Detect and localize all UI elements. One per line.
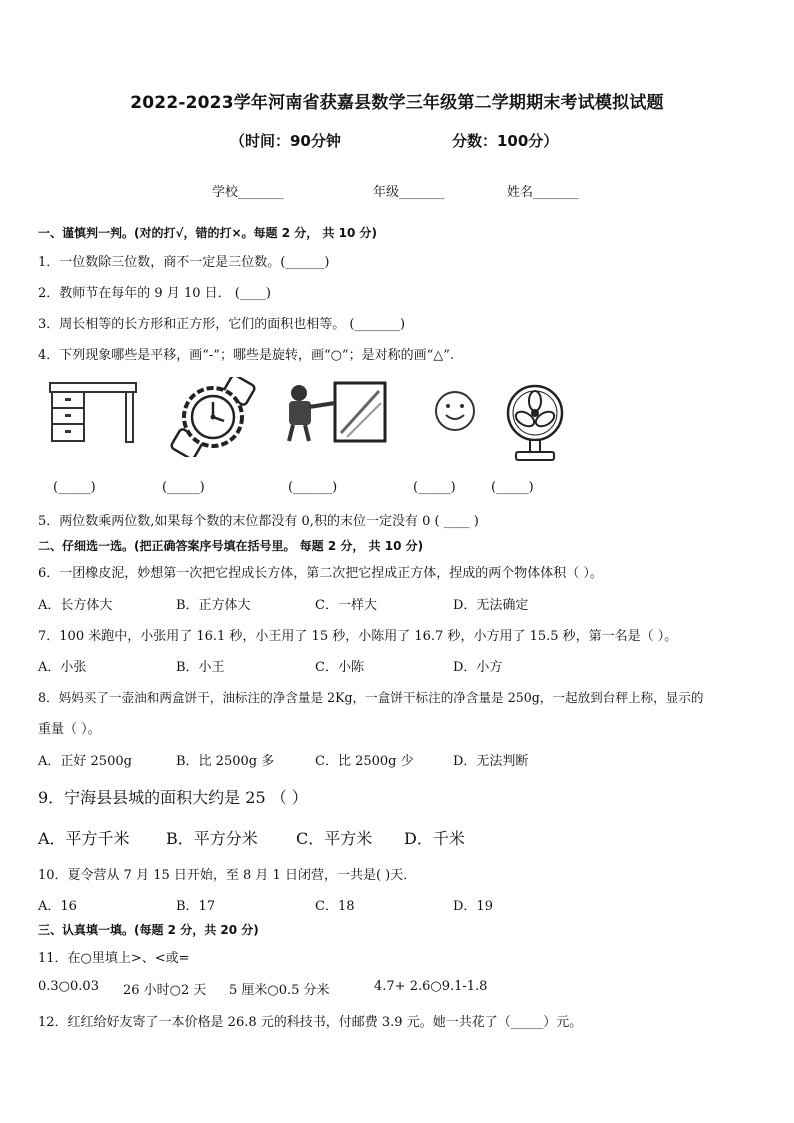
smiley-face-image: [433, 389, 477, 433]
exam-score: 分数：100分）: [452, 132, 559, 150]
question-1: 1．一位数除三位数，商不一定是三位数。(______): [38, 255, 330, 270]
q9-option-d[interactable]: D．千米: [404, 829, 465, 848]
answer-blank-3[interactable]: (______): [288, 480, 338, 495]
person-window-image: [281, 381, 389, 443]
question-12: 12．红红给好友寄了一本价格是 26.8 元的科技书，付邮费 3.9 元。她一共花了（_____）元。: [38, 1015, 583, 1030]
q11-item-1[interactable]: 0.3○0.03: [38, 979, 99, 994]
q6-option-a[interactable]: A．长方体大: [38, 598, 113, 613]
q9-option-c[interactable]: C．平方米: [296, 829, 373, 848]
question-3: 3．周长相等的长方形和正方形，它们的面积也相等。 (_______): [38, 317, 406, 332]
electric-fan-image: [502, 383, 568, 463]
q8-option-a[interactable]: A．正好 2500g: [38, 754, 132, 769]
q11-item-3[interactable]: 5 厘米○0.5 分米: [229, 983, 330, 998]
question-6: 6．一团橡皮泥，妙想第一次把它捏成长方体，第二次把它捏成正方体，捏成的两个物体体积（ ）。: [38, 566, 603, 581]
answer-blank-5[interactable]: (_____): [491, 480, 534, 495]
answer-blank-2[interactable]: (_____): [162, 480, 205, 495]
q10-option-c[interactable]: C．18: [315, 899, 355, 914]
grade-field[interactable]: 年级_______: [373, 185, 445, 200]
question-2: 2．教师节在每年的 9 月 10 日． (____): [38, 286, 271, 301]
answer-blank-4[interactable]: (_____): [413, 480, 456, 495]
question-10: 10．夏令营从 7 月 15 日开始，至 8 月 1 日闭营，一共是( )天．: [38, 868, 417, 883]
q9-option-a[interactable]: A．平方千米: [38, 829, 130, 848]
q6-option-b[interactable]: B．正方体大: [176, 598, 251, 613]
q8-option-b[interactable]: B．比 2500g 多: [176, 754, 275, 769]
q7-option-c[interactable]: C．小陈: [315, 660, 364, 675]
desk-image: [48, 380, 140, 446]
q7-option-d[interactable]: D．小方: [453, 660, 503, 675]
question-11: 11．在○里填上>、<或=: [38, 951, 190, 966]
q8-option-c[interactable]: C．比 2500g 少: [315, 754, 414, 769]
question-8-line-1: 8．妈妈买了一壶油和两盒饼干，油标注的净含量是 2Kg，一盒饼干标注的净含量是 250g，一起放到台秤上称，显示的: [38, 690, 704, 705]
question-7: 7．100 米跑中，小张用了 16.1 秒，小王用了 15 秒，小陈用了 16.7 秒，小方用了 15.5 秒，第一名是（ ）。: [38, 629, 678, 644]
q10-option-b[interactable]: B．17: [176, 899, 216, 914]
exam-time: （时间：90分钟: [230, 132, 341, 150]
q7-option-b[interactable]: B．小王: [176, 660, 225, 675]
q8-option-d[interactable]: D．无法判断: [453, 754, 529, 769]
q10-option-d[interactable]: D．19: [453, 899, 493, 914]
watch-gear-image: [168, 377, 258, 457]
section-1-heading: 一、谨慎判一判。(对的打√，错的打×。每题 2 分， 共 10 分): [38, 226, 377, 240]
name-field[interactable]: 姓名_______: [507, 185, 579, 200]
q7-option-a[interactable]: A．小张: [38, 660, 87, 675]
question-9: 9．宁海县县城的面积大约是 25 （ ）: [38, 788, 308, 807]
q11-item-4[interactable]: 4.7+ 2.6○9.1-1.8: [374, 979, 488, 994]
q11-item-2[interactable]: 26 小时○2 天: [123, 983, 207, 998]
answer-blank-1[interactable]: (_____): [53, 480, 96, 495]
section-3-heading: 三、认真填一填。(每题 2 分，共 20 分): [38, 923, 259, 937]
section-2-heading: 二、仔细选一选。(把正确答案序号填在括号里。 每题 2 分， 共 10 分): [38, 539, 424, 553]
page-title: 2022-2023学年河南省获嘉县数学三年级第二学期期末考试模拟试题: [130, 93, 664, 113]
q6-option-d[interactable]: D．无法确定: [453, 598, 529, 613]
question-5: 5．两位数乘两位数,如果每个数的末位都没有 0,积的末位一定没有 0 ( ____ ): [38, 514, 479, 529]
q9-option-b[interactable]: B．平方分米: [166, 829, 258, 848]
q6-option-c[interactable]: C．一样大: [315, 598, 377, 613]
question-8-line-2: 重量（ ）。: [38, 722, 101, 737]
question-4: 4．下列现象哪些是平移，画“-”；哪些是旋转，画“○”；是对称的画“△”.: [38, 348, 455, 363]
q10-option-a[interactable]: A．16: [38, 899, 77, 914]
school-field[interactable]: 学校_______: [212, 185, 284, 200]
